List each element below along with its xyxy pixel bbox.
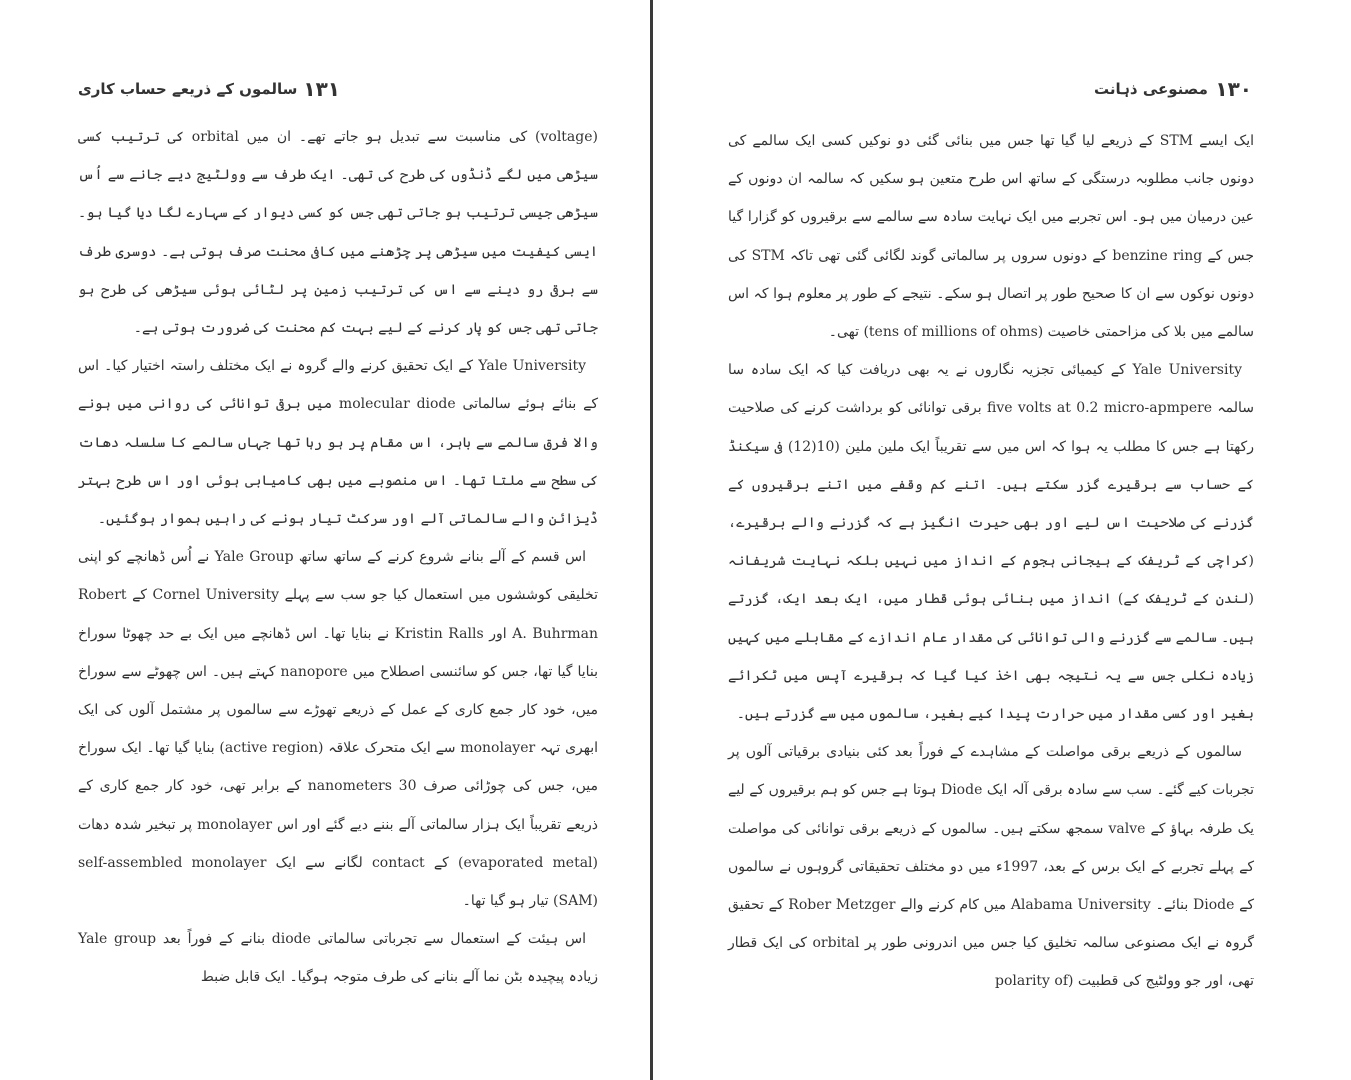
left-page-number: ۱۳۱ (303, 77, 340, 101)
left-page-body (78, 118, 598, 997)
right-page (656, 0, 1351, 1080)
right-page-body (728, 122, 1254, 1001)
left-paragraph-2: Yale University کے ایک تحقیق کرنے والے گروہ نے ایک مختلف راستہ اختیار کیا۔ اس کے بنائے ہوئے سالماتی molecular diode میں برقی توانائی کی روانی میں ہونے والا فرق سالمے سے باہر، اس مقام پر ہو رہا تھا جہاں سالمے کا سلسلہ دھات کی سطح سے ملتا تھا۔ اس منصوبے میں بھی کامیابی ہوئی اور اس طرح بہتر ڈیزائن والے سالماتی آلے اور سرکٹ تیار ہونے کی راہیں ہموار ہوگئیں۔ (78, 358, 598, 528)
right-page-header (1094, 72, 1252, 106)
book-gutter (650, 0, 653, 1080)
right-paragraph-1: ایک ایسے STM کے ذریعے لیا گیا تھا جس میں بنائی گئی دو نوکیں کسی ایک سالمے کی دونوں جانب مطلوبہ درستگی کے ساتھ اس طرح متعین ہو سکیں کہ سالمہ ان دونوں کے عین درمیان میں ہو۔ اس تجربے میں ایک نہایت سادہ سے سالمے سے برقیروں کو گزارا گیا جس کے benzine ring کے دونوں سروں پر سالماتی گوند لگائی گئی تھی تاکہ STM کی دونوں نوکوں سے ان کا صحیح طور پر اتصال ہو سکے۔ نتیجے کے طور پر معلوم ہوا کہ اس سالمے میں بلا کی مزاحمتی خاصیت (tens of millions of ohms) تھی۔ (728, 133, 1254, 341)
left-running-title: سالموں کے ذریعے حساب کاری (78, 80, 298, 98)
right-running-title: مصنوعی ذہانت (1094, 80, 1208, 98)
right-paragraph-2: Yale University کے کیمیائی تجزیہ نگاروں نے یہ بھی دریافت کیا کہ ایک سادہ سا سالمہ five volts at 0.2 micro-apmpere برقی توانائی کو برداشت کرنے کی صلاحیت رکھتا ہے جس کا مطلب یہ ہوا کہ اس میں سے تقریباً ایک ملین ملین (10(12) فی سیکنڈ کے حساب سے برقیرے گزر سکتے ہیں۔ اتنے کم وقفے میں اتنے برقیروں کے گزرنے کی صلاحیت اس لیے اور بھی حیرت انگیز ہے کہ گزرنے والے برقیرے، (کراچی کے ٹریفک کے ہیجانی ہجوم کے انداز میں نہیں بلکہ نہایت شریفانہ (لندن کے ٹریفک کے) انداز میں بنائی ہوئی قطار میں، ایک بعد ایک، گزرتے ہیں۔ سالمے سے گزرنے والی توانائی کی مقدار عام اندازے کے مقابلے میں کہیں زیادہ نکلی جس سے یہ نتیجہ بھی اخذ کیا گیا کہ برقیرے آپس میں ٹکرائے بغیر اور کسی مقدار میں حرارت پیدا کیے بغیر، سالموں میں سے گزرتے ہیں۔ (728, 362, 1254, 723)
left-paragraph-3: اس قسم کے آلے بنانے شروع کرنے کے ساتھ ساتھ Yale Group نے اُس ڈھانچے کو اپنی تخلیقی کوششوں میں استعمال کیا جو سب سے پہلے Cornel University کے Robert A. Buhrman اور Kristin Ralls نے بنایا تھا۔ اس ڈھانچے میں ایک بے حد چھوٹا سوراخ بنایا گیا تھا، جس کو سائنسی اصطلاح میں nanopore کہتے ہیں۔ اس چھوٹے سے سوراخ میں، خود کار جمع کاری کے عمل کے ذریعے تھوڑے سے سالموں پر مشتمل آلوں کی ایک ابھری تہہ monolayer سے ایک متحرک علاقہ (active region) بنایا گیا تھا۔ ایک سوراخ میں، جس کی چوڑائی صرف 30 nanometers کے برابر تھی، خود کار جمع کاری کے ذریعے تقریباً ایک ہزار سالماتی آلے بننے دیے گئے اور اس monolayer پر تبخیر شدہ دھات (evaporated metal) کے contact لگانے سے ایک self-assembled monolayer (SAM) تیار ہو گیا تھا۔ (78, 549, 599, 910)
left-paragraph-1: (voltage) کی مناسبت سے تبدیل ہو جاتے تھے۔ ان میں orbital کی ترتیب کسی سیڑھی میں لگے ڈنڈوں کی طرح کی تھی۔ ایک طرف سے وولٹیج دیے جانے سے اُس سیڑھی جیسی ترتیب ہو جاتی تھی جس کو کسی دیوار کے سہارے لگا دیا گیا ہو۔ ایسی کیفیت میں سیڑھی پر چڑھنے میں کافی محنت صرف ہوتی ہے۔ دوسری طرف سے برقی رو دینے سے اس کی ترتیب زمین پر لٹائی ہوئی سیڑھی کی طرح ہو جاتی تھی جس کو پار کرنے کے لیے بہت کم محنت کی ضرورت ہوتی ہے۔ (78, 129, 598, 337)
left-page (0, 0, 650, 1080)
left-paragraph-4: اس ہیئت کے استعمال سے تجرباتی سالماتی diode بنانے کے فوراً بعد Yale group زیادہ پیچیدہ بٹن نما آلے بنانے کی طرف متوجہ ہوگیا۔ ایک قابل ضبط (78, 931, 598, 986)
left-page-header (78, 72, 340, 106)
right-page-number: ۱۳۰ (1215, 77, 1252, 101)
right-paragraph-3: سالموں کے ذریعے برقی مواصلت کے مشاہدے کے فوراً بعد کئی بنیادی برقیاتی آلوں پر تجربات کیے گئے۔ سب سے سادہ برقی آلہ ایک Diode ہوتا ہے جس کو ہم برقیروں کے لیے یک طرفہ بہاؤ کے valve سمجھ سکتے ہیں۔ سالموں کے ذریعے برقی توانائی کی مواصلت کے پہلے تجربے کے ایک برس کے بعد، 1997ء میں دو مختلف تحقیقاتی گروہوں نے سالموں کے Diode بنائے۔ Alabama University میں کام کرنے والے Rober Metzger کے تحقیق گروہ نے ایک مصنوعی سالمہ تخلیق کیا جس میں اندرونی طور پر orbital کی ایک قطار تھی، اور جو وولٹیج کی قطبیت (polarity of (728, 744, 1255, 990)
